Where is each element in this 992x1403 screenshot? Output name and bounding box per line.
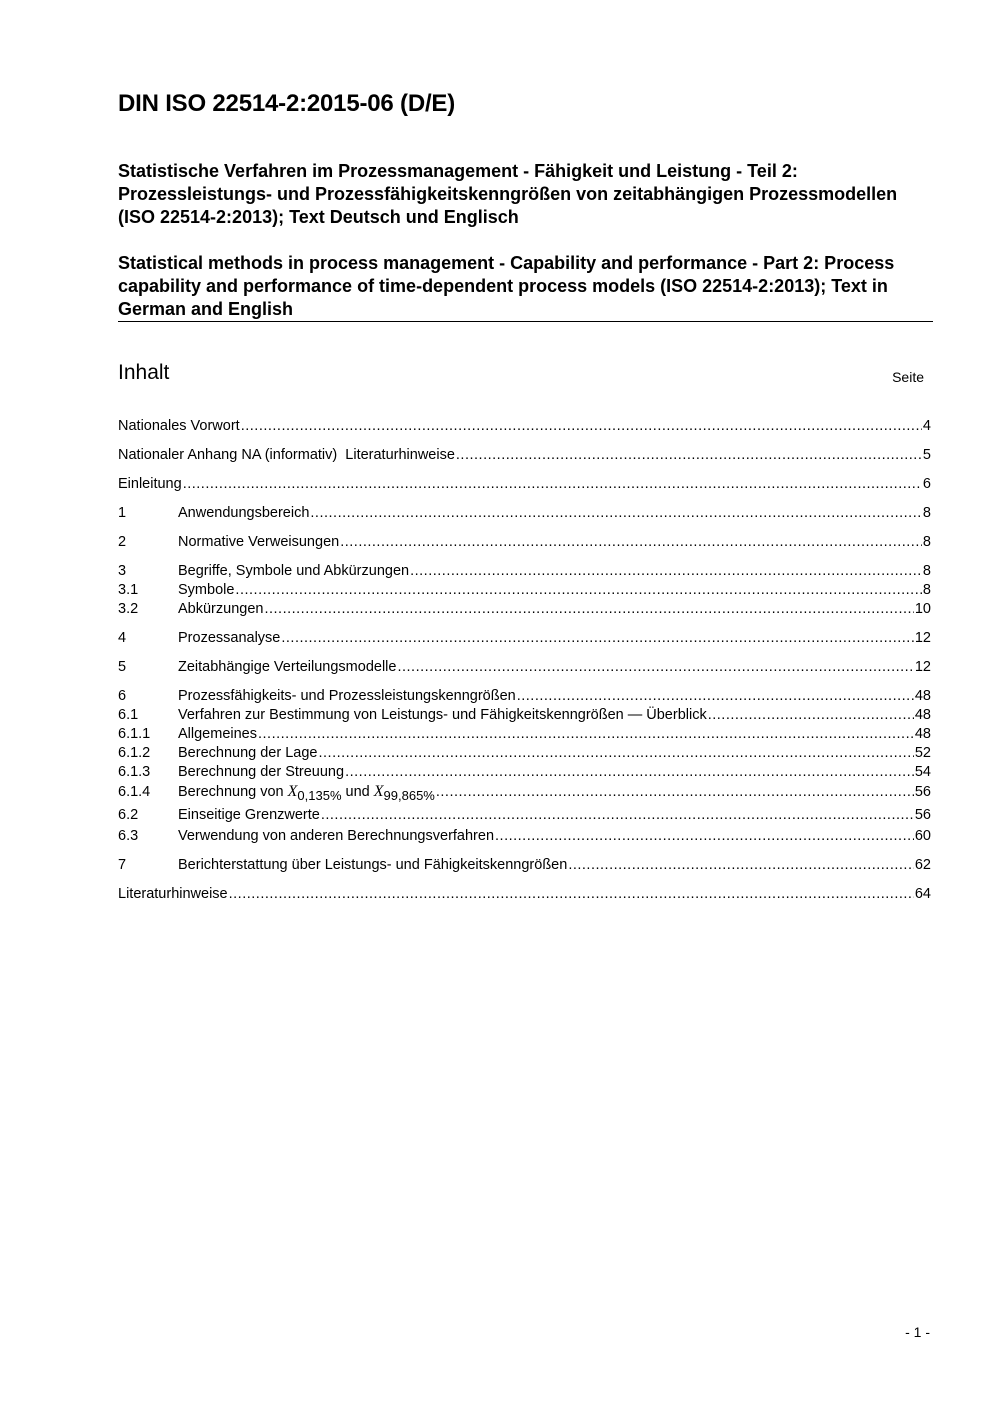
subscript-lower-quantile: 0,135% [297,788,342,803]
toc-leader [264,600,913,619]
toc-entry-title-mid: und [341,784,374,800]
toc-entry-page: 56 [914,784,931,800]
toc-entry-title: Begriffe, Symbole und Abkürzungen [178,563,410,579]
toc-entry-number: 6 [118,688,127,704]
toc-entry-number: 6.2 [118,807,139,823]
toc-leader [241,417,922,436]
toc-entry-page: 12 [914,659,931,675]
toc-entry-title: Prozessfähigkeits- und Prozessleistungskenngrößen [178,688,516,704]
toc-entry-title: Normative Verweisungen [178,534,340,550]
toc-entry-page: 8 [922,563,931,579]
toc-leader [568,856,914,875]
toc-entry-title: Einseitige Grenzwerte [178,807,320,823]
toc-leader [229,885,914,904]
toc-entry-page: 62 [914,857,931,873]
toc-entry-page: 48 [914,726,931,742]
toc-entry-page: 54 [914,764,931,780]
toc-entry-title: Berechnung der Streuung [178,764,345,780]
toc-entry-number: 6.1.4 [118,784,151,800]
toc-entry-title: Berichterstattung über Leistungs- und Fähigkeitskenngrößen [178,857,568,873]
toc-entry[interactable] [118,885,931,904]
toc-entry[interactable] [118,475,931,494]
toc-entry-number: 7 [118,857,127,873]
toc-entry-title: Zeitabhängige Verteilungsmodelle [178,659,397,675]
toc-entry[interactable] [118,827,931,846]
subscript-upper-quantile: 99,865% [383,788,435,803]
toc-entry-title: Verwendung von anderen Berechnungsverfahren [178,828,495,844]
toc-entry-title-prefix: Berechnung von [178,784,288,800]
toc-entry-number: 6.1.1 [118,726,151,742]
toc-leader [708,706,914,725]
toc-leader [281,629,914,648]
toc-entry-page: 60 [914,828,931,844]
toc-entry-page: 56 [914,807,931,823]
toc-entry-number: 6.1.3 [118,764,151,780]
toc-entry-title: Abkürzungen [178,601,264,617]
toc-entry[interactable] [118,725,931,744]
toc-leader [310,504,922,523]
variable-x: X [287,783,298,800]
toc-leader [235,581,922,600]
toc-entry-number: 4 [118,630,127,646]
toc-entry[interactable] [118,763,931,782]
toc-leader [321,806,914,825]
toc-entry[interactable] [118,446,931,465]
toc-leader [183,475,922,494]
toc-entry-number: 3.1 [118,582,139,598]
toc-entry-number: 3 [118,563,127,579]
toc-entry-title: Nationales Vorwort [118,418,240,434]
toc-entry-number: 1 [118,505,127,521]
toc-leader [345,763,914,782]
document-title: DIN ISO 22514-2:2015-06 (D/E) [118,90,456,117]
toc-entry-page: 8 [922,534,931,550]
toc-entry[interactable] [118,533,931,552]
toc-entry-page: 4 [922,418,931,434]
page-number: - 1 - [905,1324,930,1340]
toc-entry[interactable] [118,687,931,706]
toc-entry[interactable] [118,581,931,600]
toc-entry-title-formula [178,782,435,802]
toc-heading: Inhalt [118,361,170,384]
toc-leader [456,446,922,465]
toc-leader [397,658,913,677]
toc-leader [258,725,914,744]
toc-entry-number: 6.1.2 [118,745,151,761]
toc-entry-page: 8 [922,582,931,598]
subtitle-german: Statistische Verfahren im Prozessmanagement - Fähigkeit und Leistung - Teil 2: Prozessleistungs- und Prozessfähigkeitskenngrößen von zeitabhängigen Prozessmodellen (ISO 22514-2:2013); Text Deutsch und Englisch [118,161,898,227]
toc-entry[interactable] [118,806,931,825]
toc-entry-page: 48 [914,707,931,723]
toc-entry[interactable] [118,600,931,619]
toc-leader [517,687,914,706]
toc-entry[interactable] [118,856,931,875]
toc-entry-title: Prozessanalyse [178,630,281,646]
toc-entry-number: 5 [118,659,127,675]
toc-entry-page: 52 [914,745,931,761]
toc-leader [318,744,913,763]
toc-entry[interactable] [118,417,931,436]
toc-entry-title: Nationaler Anhang NA (informativ) Literaturhinweise [118,447,455,463]
toc-page-column-label: Seite [892,369,924,385]
toc-entry-title: Symbole [178,582,235,598]
toc-entry-number: 2 [118,534,127,550]
toc-entry-number: 6.3 [118,828,139,844]
toc-leader [410,562,922,581]
toc-entry-title: Literaturhinweise [118,886,228,902]
toc-entry-title: Einleitung [118,476,182,492]
toc-entry-page: 12 [914,630,931,646]
toc-entry[interactable] [118,658,931,677]
subtitle-english: Statistical methods in process management - Capability and performance - Part 2: Process capability and performance of time-dependent process models (ISO 22514-2:2013); Text in German and English [118,253,895,319]
toc-entry[interactable] [118,562,931,581]
title-divider [118,321,933,322]
toc-entry-number: 3.2 [118,601,139,617]
toc-entry-title: Verfahren zur Bestimmung von Leistungs- und Fähigkeitskenngrößen — Überblick [178,707,707,723]
toc-leader [340,533,922,552]
toc-entry[interactable] [118,782,931,801]
toc-entry-page: 5 [922,447,931,463]
toc-entry[interactable] [118,504,931,523]
toc-entry-page: 10 [914,601,931,617]
toc-entry-title: Anwendungsbereich [178,505,310,521]
variable-x: X [373,783,384,800]
toc-entry-page: 6 [922,476,931,492]
toc-entry-number: 6.1 [118,707,139,723]
toc-entry-page: 48 [914,688,931,704]
toc-entry-page: 64 [914,886,931,902]
toc-entry[interactable] [118,744,931,763]
toc-entry-page: 8 [922,505,931,521]
toc-entry[interactable] [118,706,931,725]
toc-entry-title: Berechnung der Lage [178,745,318,761]
toc-entry[interactable] [118,629,931,648]
toc-entry-title: Allgemeines [178,726,257,742]
toc-leader [436,783,914,802]
toc-leader [495,827,914,846]
